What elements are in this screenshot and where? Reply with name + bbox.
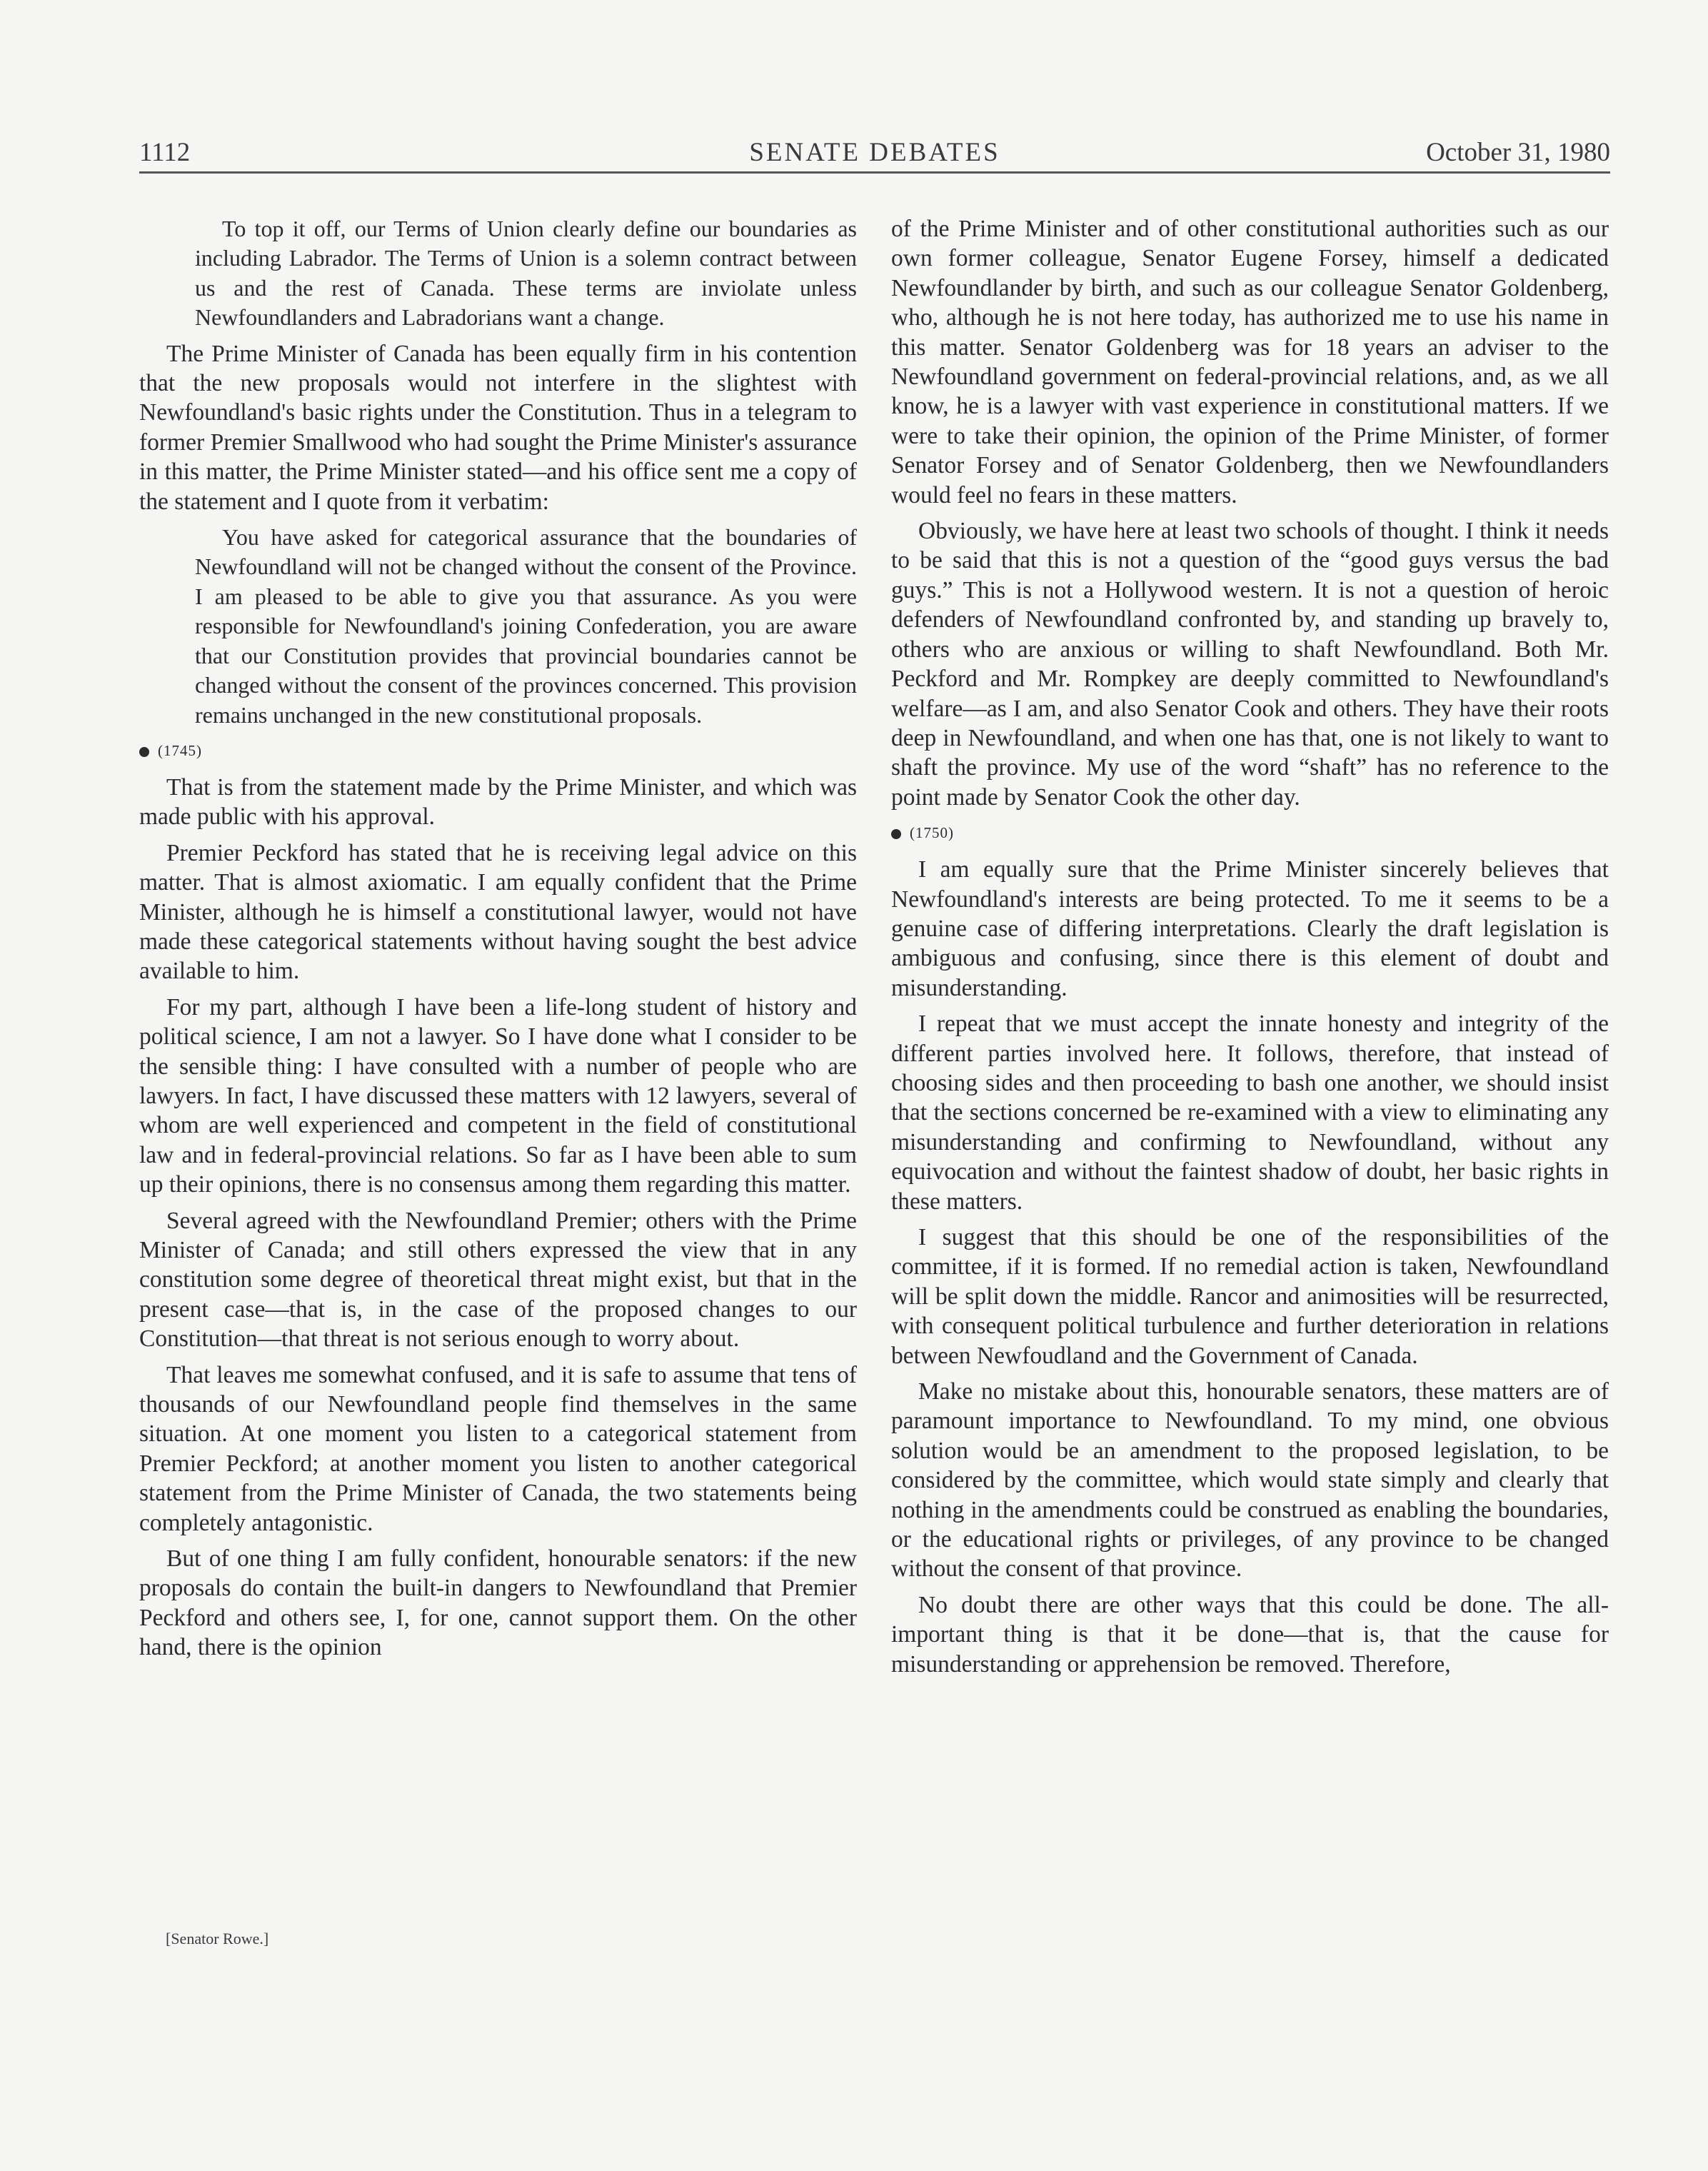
paragraph: I am equally sure that the Prime Minister sincerely believes that Newfoundland's interests are being protected. To me it seems to be a genuine case of differing interpretations. Clearly the draft legislation is ambiguous and confusing, since there is this element of doubt and misunderstanding. <box>891 856 1609 1001</box>
quote-text: To top it off, our Terms of Union clearly define our boundaries as including Labrador. The Terms of Union is a solemn contract between us and the rest of Canada. These terms are inviolate unless Newfoundlanders and Labradorians want a change. <box>195 216 857 331</box>
publication-date: October 31, 1980 <box>1426 138 1610 167</box>
paragraph: For my part, although I have been a life-long student of history and political science, I am not a lawyer. So I have done what I consider to be the sensible thing: I have consulted with a number of people who are lawyers. In fact, I have discussed these matters with 12 lawyers, several of whom are well experienced and competent in the field of constitutional law and in federal-provincial relations. So far as I have been able to sum up their opinions, there is no consensus among them regarding this matter. <box>139 993 857 1198</box>
speaker-note: [Senator Rowe.] <box>166 1930 269 1947</box>
time-marker <box>891 822 1609 843</box>
header-rule <box>139 171 1610 174</box>
paragraph: That is from the statement made by the Prime Minister, and which was made public with his approval. <box>139 773 857 831</box>
paragraph: That leaves me somewhat confused, and it is safe to assume that tens of thousands of our Newfoundland people find themselves in the same situation. At one moment you listen to a categorical statement from Premier Peckford; at another moment you listen to another categorical statement from the Prime Minister of Canada, the two statements being completely antagonistic. <box>139 1361 857 1536</box>
time-marker-label: (1745) <box>158 741 202 759</box>
quote-text: You have asked for categorical assurance that the boundaries of Newfoundland will not be changed without the consent of the Province. I am pleased to be able to give you that assurance. As you were responsible for Newfoundland's joining Confederation, you are aware that our Constitution provides that provincial boundaries cannot be changed without the consent of the provinces concerned. This provision remains unchanged in the new constitutional proposals. <box>195 524 857 728</box>
right-column <box>891 214 1609 1685</box>
paragraph: The Prime Minister of Canada has been equally firm in his contention that the new proposals would not interfere in the slightest with Newfoundland's basic rights under the Constitution. Thus in a telegram to former Premier Smallwood who had sought the Prime Minister's assurance in this matter, the Prime Minister stated—and his office sent me a copy of the statement and I quote from it verbatim: <box>139 340 857 515</box>
page-header <box>139 134 1610 171</box>
time-marker <box>139 740 857 761</box>
bullet-icon <box>891 829 901 839</box>
paragraph: Several agreed with the Newfoundland Premier; others with the Prime Minister of Canada; and still others expressed the view that in any constitution some degree of theoretical threat might exist, but that in the present case—that is, in the case of the proposed changes to our Constitution—that threat is not serious enough to worry about. <box>139 1207 857 1353</box>
publication-title: SENATE DEBATES <box>749 138 1000 167</box>
paragraph: But of one thing I am fully confident, honourable senators: if the new proposals do contain the built-in dangers to Newfoundland that Premier Peckford and others see, I, for one, cannot support them. On the other hand, there is the opinion <box>139 1545 857 1661</box>
paragraph: I suggest that this should be one of the responsibilities of the committee, if it is formed. If no remedial action is taken, Newfoundland will be split down the middle. Rancor and animosities will be resurrected, with consequent political turbulence and further deterioration in relations between Newfoudland and the Government of Canada. <box>891 1224 1609 1369</box>
paragraph: Obviously, we have here at least two schools of thought. I think it needs to be said that this is not a question of the “good guys versus the bad guys.” This is not a Hollywood western. It is not a question of heroic defenders of Newfoundland confronted by, and standing up bravely to, others who are anxious or willing to shaft Newfoundland. Both Mr. Peckford and Mr. Rompkey are deeply committed to Newfoundland's welfare—as I am, and also Senator Cook and others. They have their roots deep in Newfoundland, and when one has that, one is not likely to want to shaft the province. My use of the word “shaft” has no reference to the point made by Senator Cook the other day. <box>891 518 1609 811</box>
paragraph: No doubt there are other ways that this could be done. The all-important thing is that it be done—that is, that the cause for misunderstanding or apprehension be removed. Therefore, <box>891 1591 1609 1678</box>
time-marker-label: (1750) <box>910 824 954 842</box>
paragraph: Premier Peckford has stated that he is receiving legal advice on this matter. That is almost axiomatic. I am equally confident that the Prime Minister, although he is himself a constitutional lawyer, would not have made these categorical statements without having sought the best advice available to him. <box>139 839 857 985</box>
left-column <box>139 214 857 1669</box>
paragraph: Make no mistake about this, honourable senators, these matters are of paramount importance to Newfoundland. To my mind, one obvious solution would be an amendment to the proposed legislation, to be considered by the committee, which would state simply and clearly that nothing in the amendments could be construed as enabling the boundaries, or the educational rights or privileges, of any province to be changed without the consent of that province. <box>891 1378 1609 1583</box>
quoted-passage <box>139 523 857 730</box>
paragraph: I repeat that we must accept the innate honesty and integrity of the different parties involved here. It follows, therefore, that instead of choosing sides and then proceeding to bash one another, we should insist that the sections concerned be re-examined with a view to eliminating any misunderstanding and confirming to Newfoundland, without any equivocation and without the faintest shadow of doubt, her basic rights in these matters. <box>891 1011 1609 1215</box>
bullet-icon <box>139 747 149 757</box>
quoted-passage <box>139 214 857 333</box>
paragraph: of the Prime Minister and of other constitutional authorities such as our own former colleague, Senator Eugene Forsey, himself a dedicated Newfoundlander by birth, and such as our colleague Senator Goldenberg, who, although he is not here today, has authorized me to use his name in this matter. Senator Goldenberg was for 18 years an adviser to the Newfoundland government on federal-provincial relations, and, as we all know, he is a lawyer with vast experience in constitutional matters. If we were to take their opinion, the opinion of the Prime Minister, of former Senator Forsey and of Senator Goldenberg, then we Newfoundlanders would feel no fears in these matters. <box>891 216 1609 508</box>
page-number: 1112 <box>139 138 191 167</box>
